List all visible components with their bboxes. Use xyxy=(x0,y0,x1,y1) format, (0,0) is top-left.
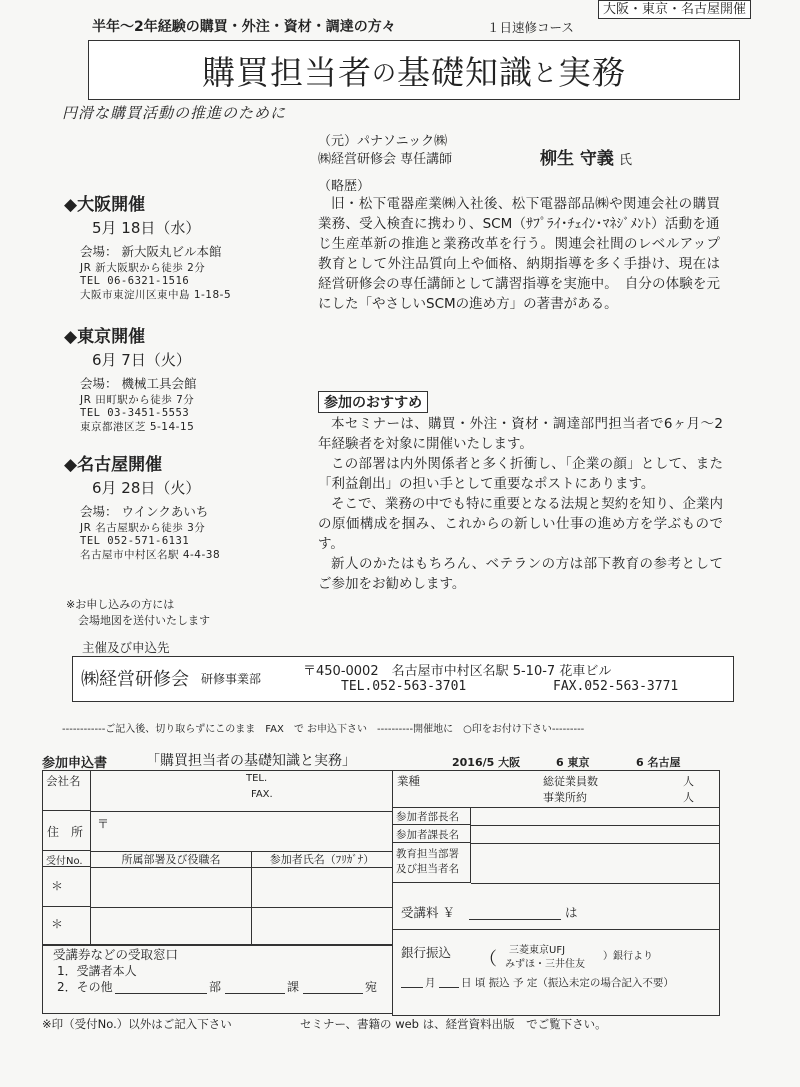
dept-title-label: 所属部署及び役職名 xyxy=(91,851,252,868)
target-audience: 半年～2年経験の購買・外注・資材・調達の方々 xyxy=(92,19,396,35)
event-tokyo xyxy=(64,322,304,434)
company-label: 会社名 xyxy=(43,771,91,811)
career-label: （略歴） xyxy=(318,179,371,194)
session-tokyo: 6 東京 xyxy=(556,756,590,769)
title-part: の xyxy=(372,58,397,87)
bank-day: 日 頃 振込 予 定（振込未定の場合記入不要） xyxy=(461,977,674,989)
event-heading: ◆名古屋開催 xyxy=(64,455,163,475)
event-nagoya xyxy=(64,450,304,562)
bank-option-2[interactable]: みずほ・三井住友 xyxy=(505,959,585,970)
recommend-paragraph: この部署は内外関係者と多く折衝し、「企業の顔」として、また「利益創出」の担い手として重要なポストにあります。 xyxy=(318,456,723,492)
event-venue: 会場： ウインクあいち xyxy=(80,504,209,519)
title-part: 購買担当者 xyxy=(202,52,372,92)
dept-head-label: 参加者部長名 xyxy=(393,807,471,825)
bank-month: 月 xyxy=(425,977,436,989)
edu-manager-label-2: 及び担当者名 xyxy=(396,863,459,875)
event-date: 5月 18日（水） xyxy=(92,219,201,237)
footer-note-2: セミナー、書籍の web は、経営資料出版 でご覧下さい。 xyxy=(300,1017,607,1031)
event-date: 6月 28日（火） xyxy=(92,479,201,497)
dept-field[interactable] xyxy=(91,907,252,945)
form-label: 参加申込書 xyxy=(42,756,108,771)
recommend-paragraph: 本セミナーは、購買・外注・資材・調達部門担当者で6ヶ月～2年経験者を対象に開催いたします。 xyxy=(318,416,723,452)
edu-manager-field[interactable] xyxy=(471,843,719,884)
instructor-name-block xyxy=(540,144,632,169)
title-part: 基礎知識 xyxy=(397,52,533,92)
event-access: JR 田町駅から徒歩 7分 xyxy=(80,394,195,406)
sponsor-org: ㈱経営研修会 xyxy=(81,669,189,690)
fee-row[interactable] xyxy=(393,883,719,930)
recommend-body xyxy=(318,414,723,594)
title-part: 実務 xyxy=(558,52,626,92)
instructor-career: 旧・松下電器産業㈱入社後、松下電器部品㈱や関連会社の購買業務、受入検査に携わり、SCM（ｻﾌﾟﾗｲ･ﾁｪｲﾝ･ﾏﾈｼﾞﾒﾝﾄ）活動を通じ生産革新の推進と業務改革を行う。関連会社間のレベルアップ教育として外注品質向上や価格、納期指導を多く手掛け、現在は経営研修会の専任講師として講習指導を実施中。 自分の体験を元にした「やさしいSCMの進め方」の著書がある。 xyxy=(318,196,720,312)
instructor-suffix: 氏 xyxy=(619,153,633,168)
form-right xyxy=(392,770,720,1016)
receive-dept: 部 xyxy=(209,980,222,994)
receive-to: 宛 xyxy=(365,980,378,994)
employees-label: 総従業員数 xyxy=(543,775,598,788)
receive-to-line xyxy=(303,993,363,994)
receive-section-line xyxy=(225,993,285,994)
event-access: JR 名古屋駅から徒歩 3分 xyxy=(80,522,206,534)
course-type: １日速修コース xyxy=(487,20,574,35)
office-label: 事業所約 xyxy=(543,791,587,804)
tagline: 円滑な購買活動の推進のために xyxy=(62,104,287,122)
sponsor-box xyxy=(72,656,734,702)
row-marker: ＊ xyxy=(43,907,91,945)
map-note-line: 会場地図を送付いたします xyxy=(78,614,210,627)
edu-manager-label xyxy=(393,843,471,883)
company-field[interactable] xyxy=(91,771,393,812)
postal-mark: 〒 xyxy=(97,817,110,831)
reception-no-label: 受付No. xyxy=(43,851,91,867)
fax-label: FAX. xyxy=(251,789,273,800)
map-note xyxy=(66,597,210,629)
page-title xyxy=(88,40,740,100)
map-note-line: ※お申し込みの方には xyxy=(66,598,175,611)
bank-day-line xyxy=(439,987,459,988)
form-course: 「購買担当者の基礎知識と実務」 xyxy=(146,753,356,769)
sponsor-fax: FAX.052-563-3771 xyxy=(553,679,679,694)
event-venue: 会場： 機械工具会館 xyxy=(80,376,197,391)
receive-window xyxy=(42,944,392,1014)
event-tel: TEL 03-3451-5553 xyxy=(80,407,190,419)
edu-manager-label-1: 教育担当部署 xyxy=(396,848,459,860)
event-address: 東京都港区芝 5-14-15 xyxy=(80,421,195,433)
industry-label: 業種 xyxy=(397,774,420,788)
receive-option-2[interactable]: 2．その他 xyxy=(57,980,113,994)
bank-row[interactable] xyxy=(393,929,719,1015)
section-head-label: 参加者課長名 xyxy=(393,825,471,843)
instructor-name: 柳生 守義 xyxy=(540,149,614,169)
participant-field[interactable] xyxy=(251,867,393,908)
locations-badge: 大阪・東京・名古屋開催 xyxy=(598,0,751,19)
instructor-affil-2: ㈱経営研修会 専任講師 xyxy=(318,152,453,167)
recommend-paragraph: 新人のかたはもちろん、ベテランの方は部下教育の参考としてご参加をお勧めします。 xyxy=(318,556,723,592)
bank-suffix: ）銀行より xyxy=(603,951,653,962)
office-unit: 人 xyxy=(683,791,694,804)
event-access: JR 新大阪駅から徒歩 2分 xyxy=(80,262,206,274)
recommend-paragraph: そこで、業務の中でも特に重要となる法規と契約を知り、企業内の原価構成を掴み、これからの新しい仕事の進め方を学ぶものです。 xyxy=(318,496,723,552)
form-left xyxy=(42,770,393,946)
event-date: 6月 7日（火） xyxy=(92,351,191,369)
event-tel: TEL 052-571-6131 xyxy=(80,535,190,547)
event-heading: ◆大阪開催 xyxy=(64,195,146,215)
event-venue: 会場： 新大阪丸ビル本館 xyxy=(80,244,222,259)
receive-title: 受講券などの受取窓口 xyxy=(53,947,179,962)
address-field[interactable] xyxy=(91,811,393,852)
employees-unit: 人 xyxy=(683,775,694,788)
fee-line xyxy=(469,919,561,920)
tel-label: TEL. xyxy=(246,773,268,784)
sponsor-tel: TEL.052-563-3701 xyxy=(341,679,467,694)
bank-option-1[interactable]: 三菱東京UFJ xyxy=(509,945,566,956)
section-head-field[interactable] xyxy=(471,825,719,844)
dept-head-field[interactable] xyxy=(471,807,719,826)
instructor-affil-1: （元）パナソニック㈱ xyxy=(318,134,448,149)
session-osaka: 2016/5 大阪 xyxy=(452,756,521,769)
event-address: 名古屋市中村区名駅 4-4-38 xyxy=(80,549,221,561)
title-part: と xyxy=(533,58,558,87)
fee-label: 受講料 ￥ xyxy=(401,905,455,920)
fee-suffix: は xyxy=(565,905,578,920)
instructor-affiliation xyxy=(318,133,452,169)
event-osaka xyxy=(64,190,304,302)
event-heading: ◆東京開催 xyxy=(64,327,146,347)
session-nagoya: 6 名古屋 xyxy=(636,756,681,769)
event-tel: TEL 06-6321-1516 xyxy=(80,275,190,287)
participant-name-label: 参加者氏名（ﾌﾘｶﾞﾅ） xyxy=(251,851,393,868)
bank-month-line xyxy=(401,987,423,988)
receive-section: 課 xyxy=(287,980,300,994)
sponsor-label: 主催及び申込先 xyxy=(82,640,170,655)
receive-dept-line xyxy=(115,993,207,994)
address-label: 住 所 xyxy=(43,811,91,851)
row-marker: ＊ xyxy=(43,867,91,907)
fax-note: ------------ご記入後、切り取らずにこのまま FAX で お申込下さい ----------開催地に ○印をお付け下さい--------- xyxy=(62,724,585,735)
event-address: 大阪市東淀川区東中島 1-18-5 xyxy=(80,289,232,301)
sponsor-address: 〒450-0002 名古屋市中村区名駅 5-10-7 花車ビル xyxy=(303,664,612,679)
participant-field[interactable] xyxy=(251,907,393,945)
industry-row[interactable] xyxy=(393,771,719,808)
receive-option-1[interactable]: 1．受講者本人 xyxy=(57,964,137,978)
footer-note-1: ※印（受付No.）以外はご記入下さい xyxy=(42,1017,232,1031)
recommend-label: 参加のおすすめ xyxy=(318,391,428,413)
sponsor-dept: 研修事業部 xyxy=(201,672,262,686)
bank-label: 銀行振込 xyxy=(401,945,452,960)
dept-field[interactable] xyxy=(91,867,252,908)
bank-paren: （ xyxy=(479,949,497,970)
